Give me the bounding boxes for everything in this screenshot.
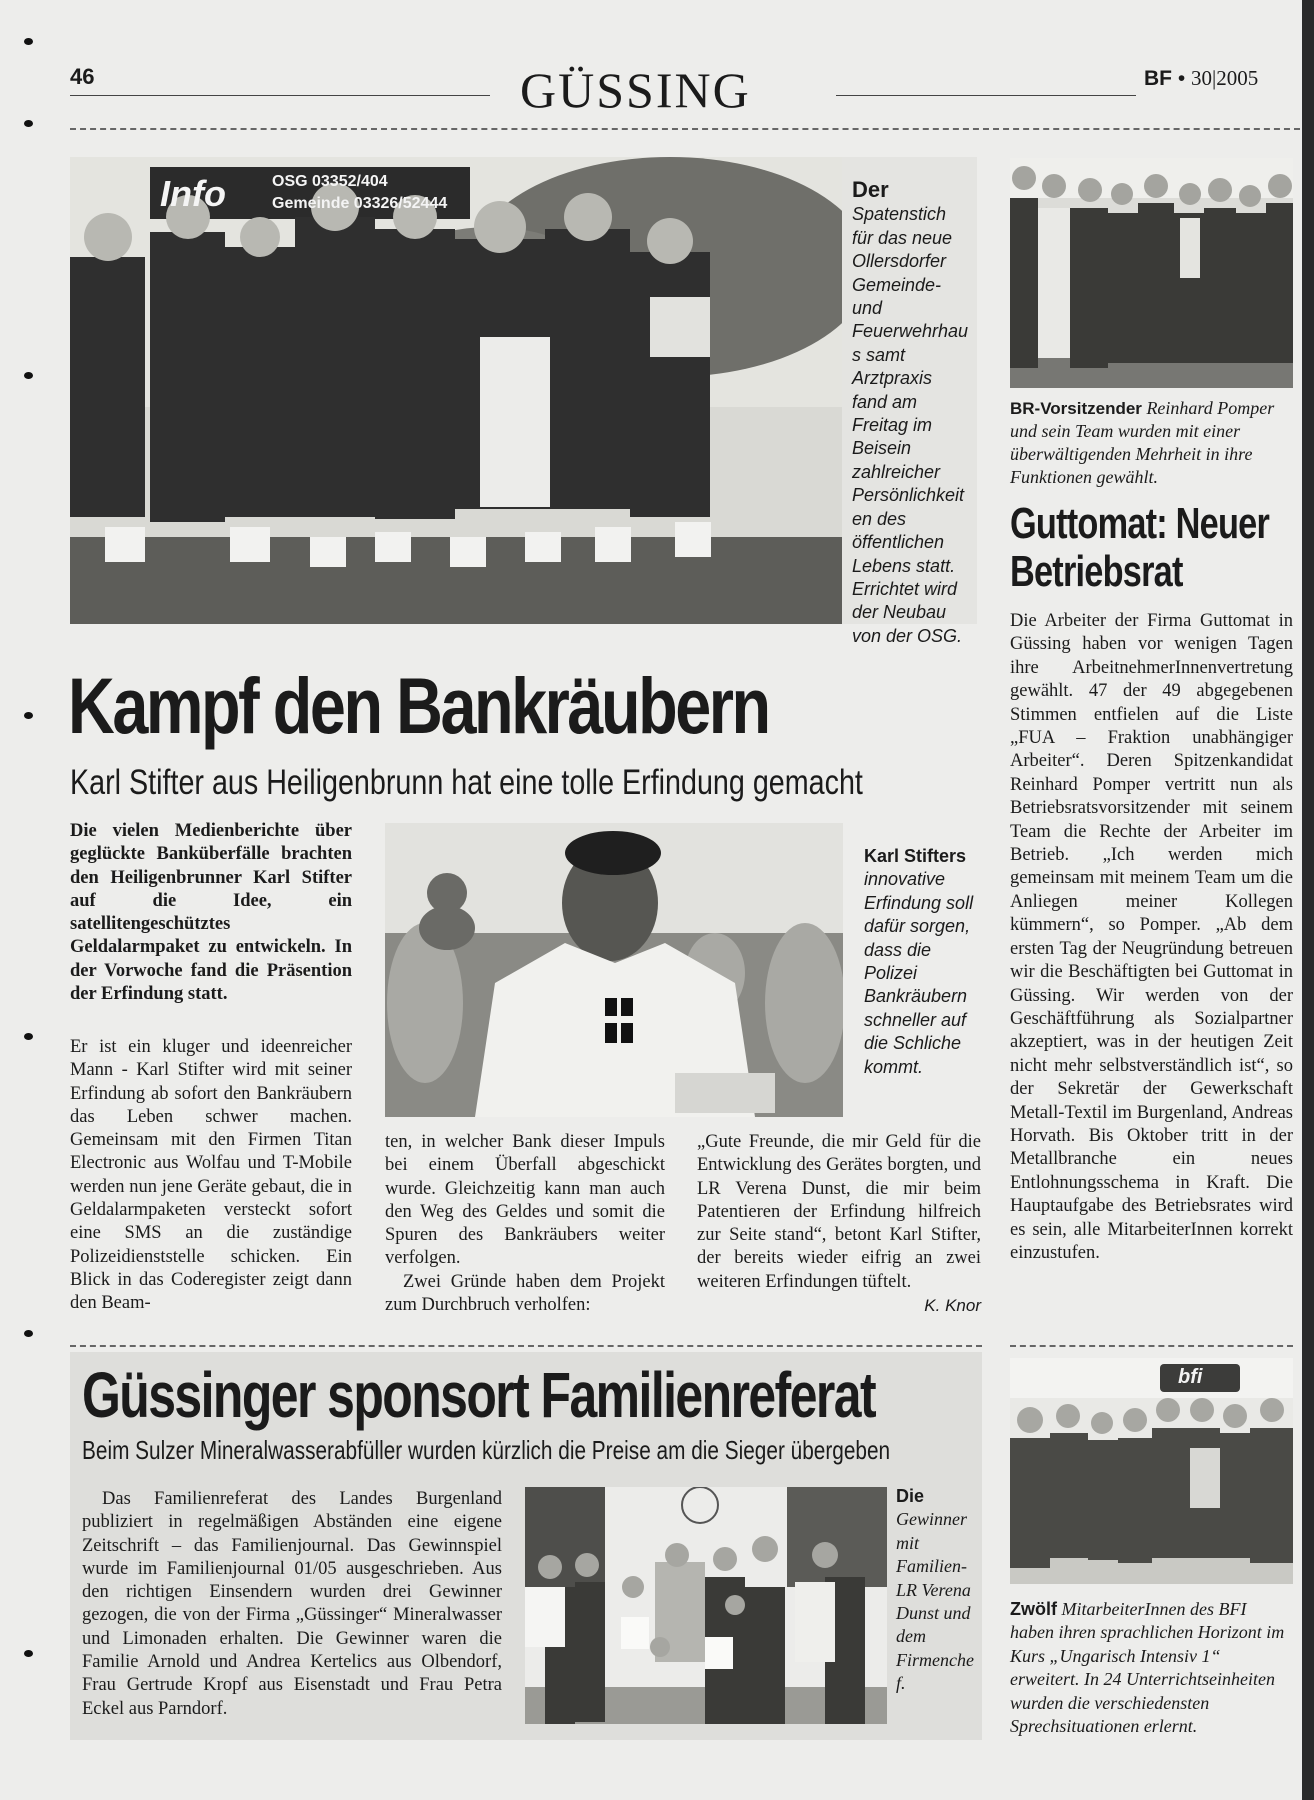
caption-text: Spatenstich für das neue Ollersdorfer Gemeinde- und Feuerwehrhaus samt Arztpraxis fand am Freitag im Beisein zahlreicher Persönlichkeiten des öffentlichen Lebens statt. Errichtet wird der Neubau von der OSG. <box>852 204 969 646</box>
guttomat-photo-caption <box>1010 397 1293 489</box>
karl-stifter-caption <box>864 845 984 1079</box>
bfi-logo: bfi <box>1178 1366 1203 1388</box>
karl-stifter-photo <box>385 823 843 1117</box>
binder-hole <box>24 372 33 379</box>
bank-robbers-col1: Er ist ein kluger und ideenreicher Mann - Karl Stifter wird mit seiner Erfindung ab sofort den Bankräubern das Leben schwer machen. Gemeinsam mit den Firmen Titan Electronic aus Wolfau und T-Mobile werden nun jene Geräte gebaut, die in Geldalarmpaketen versteckt sofort eine SMS an die zuständige Polizeidienststelle schicken. Ein Blick in das Coderegister zeigt dann den Beam- <box>70 1037 352 1314</box>
caption-lead: Karl Stifters <box>864 846 967 866</box>
caption-text: MitarbeiterInnen des BFI haben ihren sprachlichen Horizont im Kurs „Ungarisch Intensiv 1“ erweitert. In 24 Unterrichtseinheiten wurden die verschiedensten Sprechsituationen erlernt. <box>1010 1599 1285 1737</box>
caption-lead: Die <box>896 1486 925 1506</box>
winners-photo <box>525 1487 887 1724</box>
sign-line-gemeinde: Gemeinde 03326/52444 <box>272 195 448 212</box>
col2-para1: ten, in welcher Bank dieser Impuls bei einem Überfall abgeschickt wurde. Gleichzeitig kann man auch den Weg des Geldes und somit die Spuren des Bankräubers weiter verfolgen. <box>385 1132 665 1269</box>
issue-number: 30|2005 <box>1191 66 1259 90</box>
guttomat-body: Die Arbeiter der Firma Guttomat in Güssing haben vor wenigen Tagen ihre ArbeitnehmerInnenvertretung gewählt. 47 der 49 abgegebenen Stimmen entfielen auf die Liste „FUA – Fraktion unabhängiger Arbeiter“. Deren Spitzenkandidat Reinhard Pomper vertritt nun als Betriebsratsvorsitzender mit seinem Team die Rechte der Arbeiter im Betrieb. „Ich werden mich gemeinsam mit meinem Team um die Anliegen meiner Kollegen kümmern“, so Pomper. „Ab dem ersten Tag der Neugründung betreuen wir die Beschäftigten bei Guttomat in Güssing. Wir werden von der Geschäftführung als Sozialpartner akzeptiert, was in der heutigen Zeit nicht mehr selbstverständlich ist“, so der Sekretär der Gewerkschaft Metall-Textil im Burgenland, Andreas Horvath. Bis Oktober tritt in der Metallbranche ein neues Entlohnungsschema in Kraft. Die Hauptaufgabe des Betriebsrates wird es sein, alle MitarbeiterInnen korrekt einzustufen. <box>1010 611 1293 1263</box>
binder-hole <box>24 712 33 719</box>
bank-robbers-col2 <box>385 1131 665 1317</box>
caption-lead: BR-Vorsitzender <box>1010 399 1142 418</box>
page-edge-shadow <box>1302 0 1314 1800</box>
binder-hole <box>24 1650 33 1657</box>
familienreferat-subhead: Beim Sulzer Mineralwasserabfüller wurden kürzlich die Preise am die Sieger übergeben <box>82 1435 891 1465</box>
groundbreaking-photo <box>70 157 842 624</box>
issue-info <box>1144 66 1258 91</box>
binder-hole <box>24 38 33 45</box>
header-rule-right <box>836 95 1136 96</box>
caption-text: Reinhard Pomper und sein Team wurden mit einer überwältigenden Mehrheit in ihre Funktionen gewählt. <box>1010 398 1275 487</box>
caption-lead: Der <box>852 177 889 202</box>
caption-text: innovative Erfindung soll dafür sorgen, dass die Polizei Bankräubern schneller auf die Schliche kommt. <box>864 869 974 1077</box>
guttomat-headline: Guttomat: Neuer Betriebsrat <box>1010 499 1270 596</box>
bfi-caption <box>1010 1598 1293 1738</box>
binder-hole <box>24 1330 33 1337</box>
bank-robbers-col3: „Gute Freunde, die mir Geld für die Entwicklung des Gerätes borgten, und LR Verena Dunst, die mir beim Patentieren der Erfindung hilfreich zur Seite stand“, betont Karl Stifter, der bereits wieder eifrig an zwei weiteren Erfindungen tüftelt. <box>697 1132 981 1292</box>
issue-bullet: • <box>1177 67 1186 90</box>
groundbreaking-caption <box>852 178 972 648</box>
sign-info-word: Info <box>160 173 226 214</box>
col2-para2: Zwei Gründe haben dem Projekt zum Durchbruch verholfen: <box>385 1271 665 1316</box>
header-dashed-rule <box>70 128 1300 130</box>
sign-line-osg: OSG 03352/404 <box>272 173 388 190</box>
section-title: GÜSSING <box>520 62 751 118</box>
caption-lead: Zwölf <box>1010 1599 1057 1619</box>
familienreferat-headline: Güssinger sponsort Familienreferat <box>82 1359 876 1431</box>
bfi-group-photo <box>1010 1358 1293 1584</box>
binder-hole <box>24 120 33 127</box>
bank-robbers-subhead: Karl Stifter aus Heiligenbrunn hat eine tolle Erfindung gemacht <box>70 763 863 802</box>
publication-name: BF <box>1144 67 1172 90</box>
lower-dashed-rule <box>70 1345 982 1347</box>
familienreferat-body: Das Familienreferat des Landes Burgenland publiziert in regelmäßigen Abständen eine eigene Zeitschrift – das Familienjournal. Das Gewinnspiel wurde im Familienjournal 01/05 ausgeschrieben. Aus den richtigen Einsendern wurden drei Gewinner gezogen, die von der Firma „Güssinger“ Mineralwasser und Limonaden erhalten. Die Gewinner waren die Familie Arnold und Andrea Kertelics aus Olbendorf, Frau Gertrude Kropf aus Eisenstadt und Frau Petra Eckel aus Parndorf. <box>82 1489 502 1719</box>
photo-info-sign <box>152 167 470 219</box>
bank-robbers-lead: Die vielen Medienberichte über geglückte Banküberfälle brachten den Heiligenbrunner Karl Stifter auf die Idee, ein satellitengeschütztes Geldalarmpaket zu entwickeln. In der Vorwoche fand die Präsention der Erfindung statt. <box>70 821 352 1005</box>
lower-right-dashed-rule <box>1010 1345 1293 1347</box>
caption-text: Gewinner mit Familien-LR Verena Dunst und dem Firmenchef. <box>896 1509 974 1694</box>
guttomat-team-photo <box>1010 158 1293 388</box>
binder-hole <box>24 1033 33 1040</box>
page-number: 46 <box>70 64 95 89</box>
bank-robbers-byline: K. Knor <box>924 1296 981 1315</box>
winners-caption <box>896 1485 976 1696</box>
header-rule-left <box>70 95 490 96</box>
bank-robbers-headline: Kampf den Bankräubern <box>68 661 769 750</box>
